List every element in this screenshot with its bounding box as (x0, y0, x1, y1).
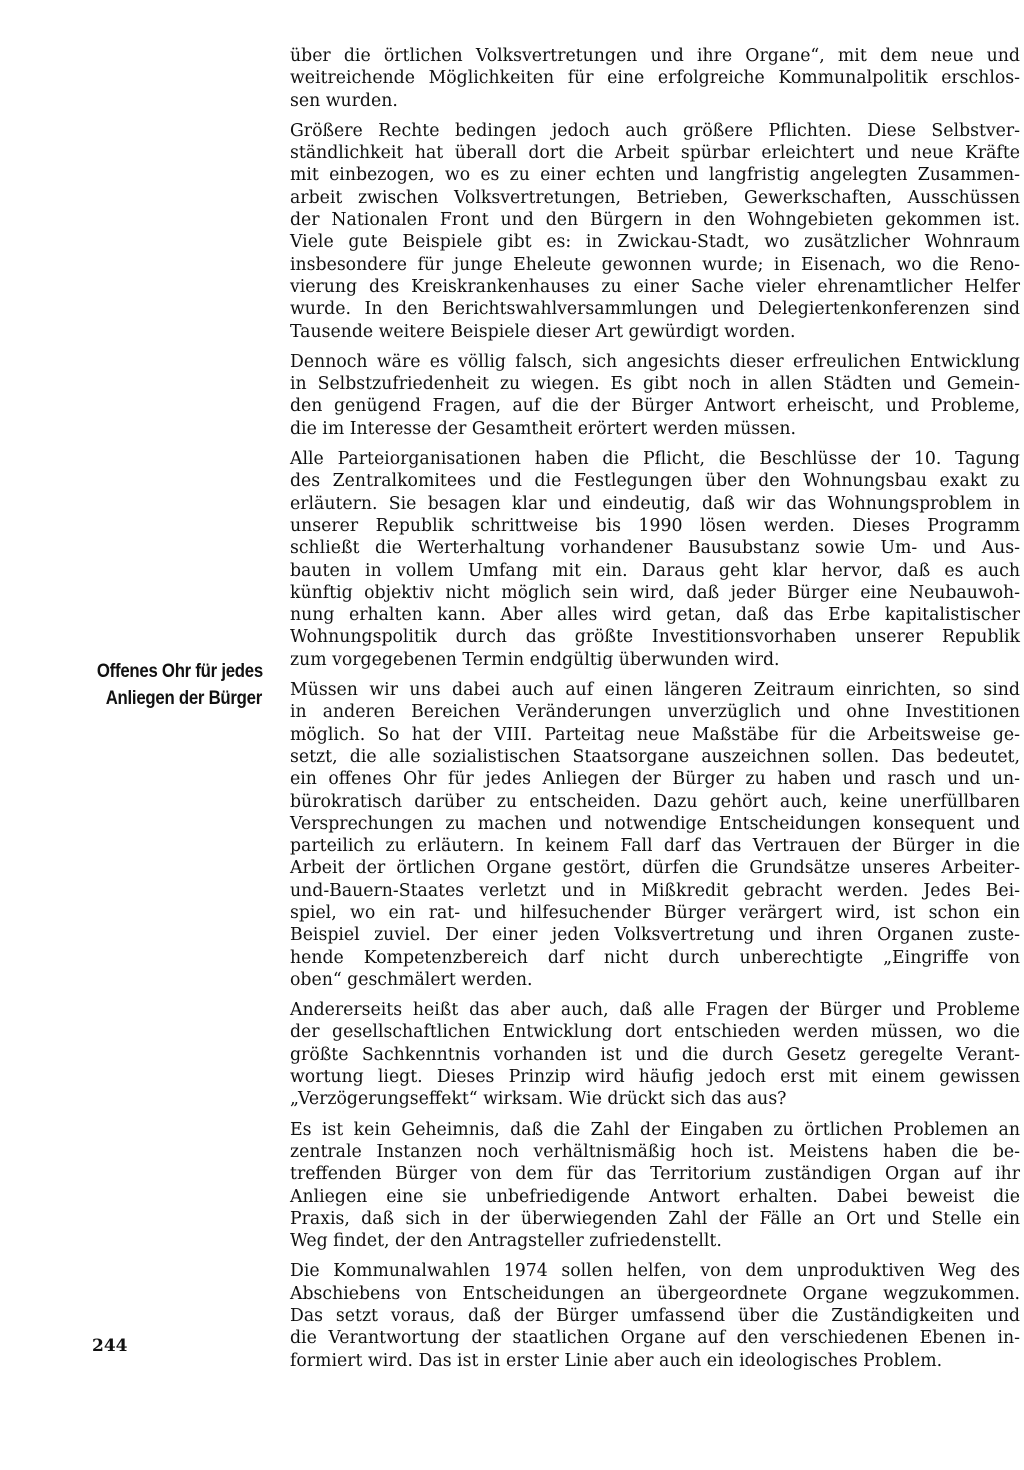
paragraph (290, 679, 1020, 991)
text-line: wurde. In den Berichtswahlversammlungen und Delegiertenkonferenzen sind (290, 299, 1020, 320)
text-line: „Verzögerungseffekt“ wirksam. Wie drückt sich das aus? (290, 1089, 787, 1110)
text-line: unserer Republik schrittweise bis 1990 lösen werden. Dieses Programm (290, 515, 1020, 536)
text-line: zum vorgegebenen Termin endgültig überwunden wird. (290, 649, 780, 670)
text-line: Müssen wir uns dabei auch auf einen längeren Zeitraum einrichten, so sind (290, 680, 1020, 701)
text-line: die im Interesse der Gesamtheit erörtert werden müssen. (290, 418, 797, 439)
margin-heading-line: Anliegen der Bürger (105, 687, 262, 709)
text-line: bauten in vollem Umfang mit ein. Daraus geht klar hervor, daß es auch (290, 560, 1020, 581)
text-line: den genügend Fragen, auf die der Bürger Antwort erheischt, und Probleme, (290, 396, 1020, 417)
text-line: ständlichkeit hat überall dort die Arbeit spürbar erleichtert und neue Kräfte (290, 143, 1020, 164)
text-line: Tausende weitere Beispiele dieser Art gewürdigt worden. (290, 321, 796, 342)
text-line: Beispiel zuviel. Der einer jeden Volksvertretung und ihren Organen zuste- (290, 925, 1020, 946)
text-line: über die örtlichen Volksvertretungen und ihre Organe“, mit dem neue und (290, 46, 1020, 66)
paragraph (290, 999, 1020, 1110)
text-line: und-Bauern-Staates verletzt und in Mißkredit gebracht werden. Jedes Bei- (290, 880, 1020, 901)
text-line: treffenden Bürger von dem für das Territorium zuständigen Organ auf ihr (290, 1164, 1020, 1185)
text-line: Versprechungen zu machen und notwendige Entscheidungen konsequent und (290, 813, 1020, 834)
text-line: Weg findet, der den Antragsteller zufriedenstellt. (290, 1231, 722, 1252)
body-text (290, 45, 1020, 1380)
text-line: oben“ geschmälert werden. (290, 969, 533, 990)
text-line: spiel, wo ein rat- und hilfesuchender Bürger verärgert wird, ist schon ein (290, 902, 1020, 923)
text-line: künftig objektiv nicht möglich sein wird, daß jeder Bürger eine Neubauwoh- (290, 582, 1020, 603)
margin-heading (97, 658, 262, 712)
text-line: möglich. So hat der VIII. Parteitag neue Maßstäbe für die Arbeitsweise ge- (290, 724, 1020, 745)
text-line: größte Sachkenntnis vorhanden ist und die durch Gesetz geregelte Verant- (290, 1044, 1020, 1065)
text-line: Anliegen eine sie unbefriedigende Antwort erhalten. Dabei beweist die (290, 1186, 1020, 1207)
text-line: Größere Rechte bedingen jedoch auch größere Pflichten. Diese Selbstver- (290, 120, 1020, 141)
text-line: Wohnungspolitik durch das größte Investitionsvorhaben unserer Republik (290, 627, 1020, 648)
text-line: formiert wird. Das ist in erster Linie aber auch ein ideologisches Problem. (290, 1350, 943, 1371)
text-line: in Selbstzufriedenheit zu wiegen. Es gibt noch in allen Städten und Gemein- (290, 374, 1020, 395)
text-line: bürokratisch darüber zu entscheiden. Dazu gehört auch, keine unerfüllbaren (290, 791, 1020, 812)
margin-heading-line: Offenes Ohr für jedes (96, 660, 263, 682)
text-line: Es ist kein Geheimnis, daß die Zahl der Eingaben zu örtlichen Problemen an (290, 1119, 1020, 1140)
page-number: 244 (92, 1336, 128, 1356)
text-line: des Zentralkomitees und die Festlegungen über den Wohnungsbau exakt zu (290, 471, 1020, 492)
paragraph (290, 120, 1020, 343)
text-line: nung erhalten kann. Aber alles wird getan, daß das Erbe kapitalistischer (290, 605, 1020, 626)
text-line: Abschiebens von Entscheidungen an übergeordnete Organe wegzukommen. (290, 1283, 1020, 1304)
text-line: in anderen Bereichen Veränderungen unverzüglich und ohne Investitionen (290, 702, 1020, 723)
text-line: der Nationalen Front und den Bürgern in den Wohngebieten gekommen ist. (290, 210, 1020, 231)
text-line: arbeit zwischen Volksvertretungen, Betrieben, Gewerkschaften, Ausschüssen (290, 187, 1020, 208)
text-line: Alle Parteiorganisationen haben die Pflicht, die Beschlüsse der 10. Tagung (290, 449, 1020, 470)
text-line: schließt die Werterhaltung vorhandener Bausubstanz sowie Um- und Aus- (290, 538, 1020, 559)
text-line: Das setzt voraus, daß der Bürger umfassend über die Zuständigkeiten und (290, 1306, 1020, 1327)
text-line: Praxis, daß sich in der überwiegenden Zahl der Fälle an Ort und Stelle ein (290, 1208, 1020, 1229)
text-line: parteilich zu erläutern. In keinem Fall darf das Vertrauen der Bürger in die (290, 836, 1020, 857)
paragraph (290, 351, 1020, 440)
paragraph (290, 45, 1020, 112)
text-line: Andererseits heißt das aber auch, daß alle Fragen der Bürger und Probleme (290, 1000, 1020, 1021)
paragraph (290, 1260, 1020, 1371)
paragraph (290, 448, 1020, 671)
text-line: sen wurden. (290, 90, 398, 111)
text-line: wortung liegt. Dieses Prinzip wird häufig jedoch erst mit einem gewissen (290, 1067, 1020, 1088)
text-line: die Verantwortung der staatlichen Organe auf den verschiedenen Ebenen in- (290, 1328, 1020, 1349)
text-line: zentrale Instanzen noch verhältnismäßig hoch ist. Meistens haben die be- (290, 1141, 1020, 1162)
text-line: Die Kommunalwahlen 1974 sollen helfen, von dem unproduktiven Weg des (290, 1261, 1020, 1282)
text-line: setzt, die alle sozialistischen Staatsorgane auszeichnen sollen. Das bedeutet, (290, 746, 1020, 767)
text-line: weitreichende Möglichkeiten für eine erfolgreiche Kommunalpolitik erschlos- (290, 68, 1020, 89)
text-line: mit einbezogen, wo es zu einer echten und langfristig angelegten Zusammen- (290, 165, 1020, 186)
text-line: hende Kompetenzbereich darf nicht durch unberechtigte „Eingriffe von (290, 947, 1020, 968)
text-line: vierung des Kreiskrankenhauses zu einer Sache vieler ehrenamtlicher Helfer (290, 276, 1020, 297)
text-line: Viele gute Beispiele gibt es: in Zwickau-Stadt, wo zusätzlicher Wohnraum (290, 232, 1020, 253)
text-line: ein offenes Ohr für jedes Anliegen der Bürger zu haben und rasch und un- (290, 769, 1020, 790)
text-line: insbesondere für junge Eheleute gewonnen wurde; in Eisenach, wo die Reno- (290, 254, 1020, 275)
text-line: der gesellschaftlichen Entwicklung dort entschieden werden müssen, wo die (290, 1022, 1020, 1043)
text-line: erläutern. Sie besagen klar und eindeutig, daß wir das Wohnungsproblem in (290, 493, 1020, 514)
paragraph (290, 1119, 1020, 1253)
text-line: Arbeit der örtlichen Organe gestört, dürfen die Grundsätze unseres Arbeiter- (290, 858, 1020, 879)
text-line: Dennoch wäre es völlig falsch, sich angesichts dieser erfreulichen Entwicklung (290, 351, 1020, 372)
